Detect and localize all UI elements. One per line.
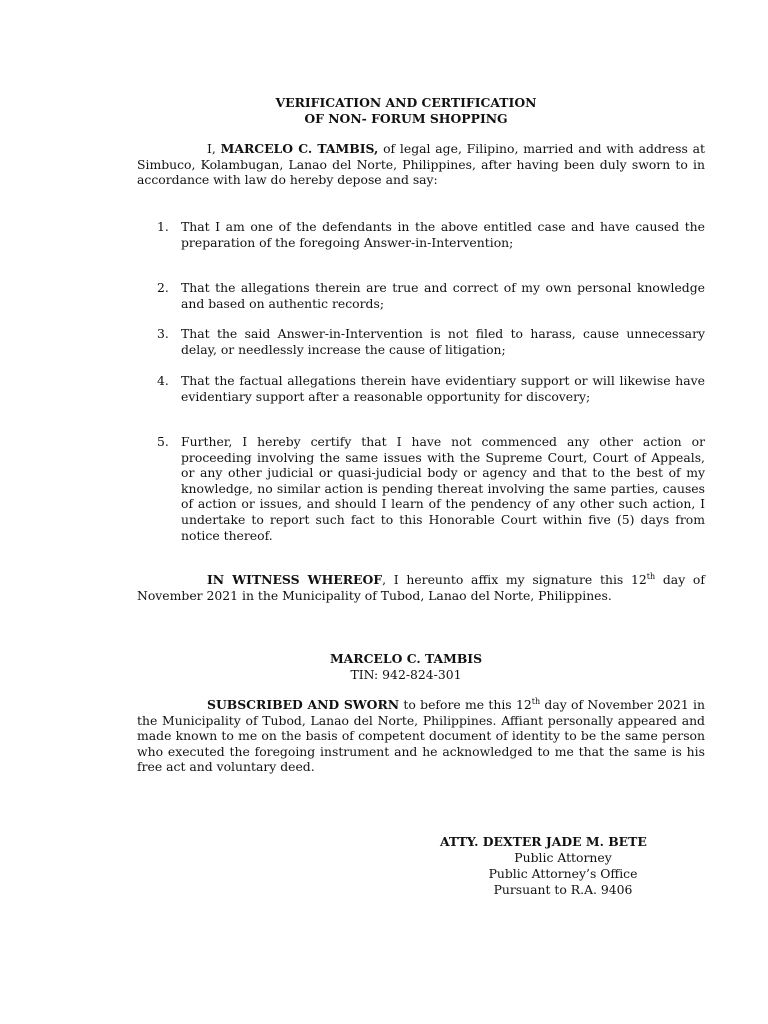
- notary-authority: Pursuant to R.A. 9406: [493, 882, 633, 897]
- list-item-number: 2.: [157, 280, 169, 295]
- witness-ordinal: th: [646, 571, 656, 581]
- notary-title: Public Attorney: [514, 850, 612, 865]
- affiant-tin: TIN: 942-824-301: [350, 667, 462, 682]
- notary-office: Public Attorney’s Office: [488, 866, 638, 881]
- jurat-lead: SUBSCRIBED AND SWORN: [207, 697, 400, 712]
- affiant-signature-name: MARCELO C. TAMBIS: [329, 651, 483, 666]
- list-item-number: 1.: [157, 219, 169, 234]
- witness-text-cont: day of November 2021 in the Municipality of Tubod, Lanao del Norte, Philippines.: [137, 572, 705, 603]
- list-item-text: That the factual allegations therein have evidentiary support or will likewise have evidentiary support after a reasonable opportunity for discovery;: [181, 373, 705, 404]
- list-item-number: 4.: [157, 373, 169, 388]
- witness-text: , I hereunto affix my signature this 12: [382, 572, 647, 587]
- intro-prefix: I,: [207, 141, 221, 156]
- list-item-text: That I am one of the defendants in the above entitled case and have caused the preparation of the foregoing Answer-in-Intervention;: [181, 219, 705, 250]
- intro-paragraph: [137, 141, 705, 188]
- jurat-text-cont: day of November 2021 in the Municipality of Tubod, Lanao del Norte, Philippines. Affiant personally appeared and made known to me on the basis of competent document of identity to be the same person who executed the foregoing instrument and he acknowledged to me that the same is his free act and voluntary deed.: [137, 697, 706, 775]
- list-item-number: 5.: [157, 434, 169, 449]
- witness-paragraph: [137, 572, 705, 603]
- list-item-text: That the said Answer-in-Intervention is not filed to harass, cause unnecessary delay, or needlessly increase the cause of litigation;: [181, 326, 705, 357]
- jurat-ordinal: th: [531, 696, 541, 706]
- notary-name: ATTY. DEXTER JADE M. BETE: [440, 834, 647, 849]
- list-item-number: 3.: [157, 326, 169, 341]
- list-item-text: That the allegations therein are true and correct of my own personal knowledge and based on authentic records;: [181, 280, 705, 311]
- list-item-text: Further, I hereby certify that I have not commenced any other action or proceeding involving the same issues with the Supreme Court, Court of Appeals, or any other judicial or quasi-judicial body or agency and that to the best of my knowledge, no similar action is pending thereat involving the same parties, causes of action or issues, and should I learn of the pendency of any other such action, I undertake to report such fact to this Honorable Court within five (5) days from notice thereof.: [181, 434, 705, 543]
- intro-text: of legal age, Filipino, married and with address at Simbuco, Kolambugan, Lanao del Norte, Philippines, after having been duly sworn to in accordance with law do hereby depose and say:: [137, 141, 705, 188]
- affiant-name-inline: MARCELO C. TAMBIS,: [220, 141, 379, 156]
- jurat-text: to before me this 12: [399, 697, 532, 712]
- document-title: VERIFICATION AND CERTIFICATION: [275, 95, 537, 110]
- witness-lead: IN WITNESS WHEREOF: [207, 572, 383, 587]
- jurat-paragraph: [137, 697, 705, 775]
- document-subtitle: OF NON- FORUM SHOPPING: [304, 111, 508, 126]
